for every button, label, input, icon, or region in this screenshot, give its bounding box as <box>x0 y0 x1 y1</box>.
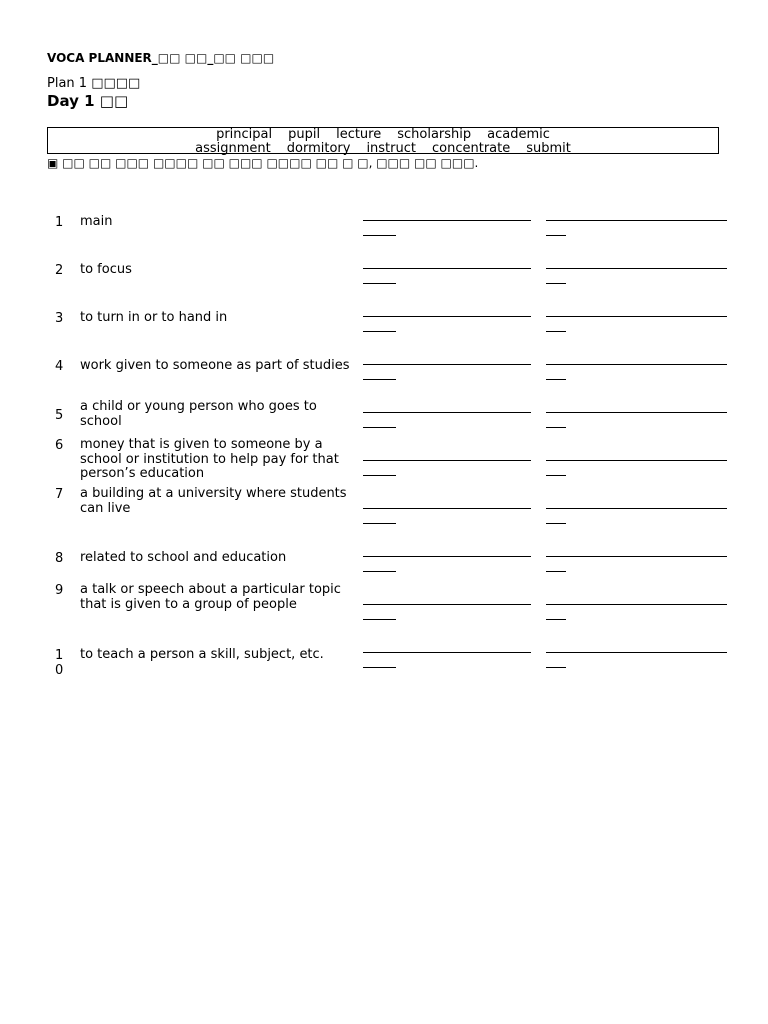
blank-underline <box>546 508 727 509</box>
word-bank-word: lecture <box>336 127 382 142</box>
question-number: 1 <box>55 215 64 230</box>
blank-underline <box>546 427 566 428</box>
blank-underline <box>363 427 396 428</box>
question-number: 4 <box>55 359 64 374</box>
blank-underline <box>546 475 566 476</box>
answer-blank-meaning[interactable] <box>363 460 531 476</box>
blank-underline <box>546 379 566 380</box>
question-number: 7 <box>55 487 64 502</box>
blank-underline <box>363 379 396 380</box>
blank-underline <box>363 508 531 509</box>
answer-blank-meaning[interactable] <box>363 412 531 428</box>
blank-underline <box>546 331 566 332</box>
blank-underline <box>363 316 531 317</box>
answer-blank-word[interactable] <box>546 652 727 668</box>
question-number: 3 <box>55 311 64 326</box>
blank-underline <box>546 364 727 365</box>
blank-underline <box>363 604 531 605</box>
answer-blank-word[interactable] <box>546 508 727 524</box>
answer-blank-word[interactable] <box>546 412 727 428</box>
blank-underline <box>363 331 396 332</box>
answer-blank-meaning[interactable] <box>363 220 531 236</box>
question-definition: a child or young person who goes to school <box>80 399 317 429</box>
blank-underline <box>546 316 727 317</box>
blank-underline <box>546 220 727 221</box>
answer-blank-meaning[interactable] <box>363 268 531 284</box>
blank-underline <box>363 556 531 557</box>
question-definition: to focus <box>80 262 132 277</box>
blank-underline <box>546 604 727 605</box>
blank-underline <box>546 571 566 572</box>
answer-blank-word[interactable] <box>546 268 727 284</box>
answer-blank-word[interactable] <box>546 460 727 476</box>
question-definition: a talk or speech about a particular topic that is given to a group of people <box>80 582 341 612</box>
blank-underline <box>546 412 727 413</box>
word-bank-word: dormitory <box>286 141 351 156</box>
question-number: 9 <box>55 583 64 598</box>
blank-underline <box>546 652 727 653</box>
blank-underline <box>363 667 396 668</box>
answer-blank-meaning[interactable] <box>363 364 531 380</box>
blank-underline <box>363 460 531 461</box>
word-bank-row-1 <box>48 128 718 142</box>
blank-underline <box>546 268 727 269</box>
day-label: Day 1 □□ <box>47 92 129 110</box>
blank-underline <box>363 619 396 620</box>
blank-underline <box>546 235 566 236</box>
question-number: 6 <box>55 438 64 453</box>
question-definition: a building at a university where students can live <box>80 486 347 516</box>
plan-label: Plan 1 □□□□ <box>47 76 141 91</box>
answer-blank-word[interactable] <box>546 220 727 236</box>
word-bank-word: concentrate <box>432 141 511 156</box>
blank-underline <box>363 523 396 524</box>
answer-blank-meaning[interactable] <box>363 604 531 620</box>
blank-underline <box>363 364 531 365</box>
question-number: 10 <box>55 648 64 678</box>
word-bank-word: principal <box>216 127 273 142</box>
blank-underline <box>363 235 396 236</box>
blank-underline <box>546 619 566 620</box>
word-bank-word: submit <box>526 141 571 156</box>
blank-underline <box>363 268 531 269</box>
blank-underline <box>363 412 531 413</box>
answer-blank-meaning[interactable] <box>363 652 531 668</box>
blank-underline <box>546 556 727 557</box>
instructions: ▣ □□ □□ □□□ □□□□ □□ □□□ □□□□ □□ □ □, □□□ □□ □□□. <box>47 156 479 170</box>
answer-blank-meaning[interactable] <box>363 556 531 572</box>
answer-blank-meaning[interactable] <box>363 316 531 332</box>
blank-underline <box>546 460 727 461</box>
worksheet-title: VOCA PLANNER_□□ □□_□□ □□□ <box>47 51 275 65</box>
question-definition: main <box>80 214 113 229</box>
word-bank-row-2 <box>48 142 718 156</box>
question-number: 2 <box>55 263 64 278</box>
blank-underline <box>363 283 396 284</box>
word-bank-word: academic <box>487 127 550 142</box>
word-bank-word: assignment <box>195 141 271 156</box>
blank-underline <box>363 652 531 653</box>
answer-blank-word[interactable] <box>546 604 727 620</box>
answer-blank-meaning[interactable] <box>363 508 531 524</box>
blank-underline <box>546 283 566 284</box>
answer-blank-word[interactable] <box>546 364 727 380</box>
question-definition: money that is given to someone by a school or institution to help pay for that person’s education <box>80 437 339 481</box>
word-bank-word: instruct <box>366 141 416 156</box>
word-bank-word: scholarship <box>397 127 472 142</box>
blank-underline <box>363 475 396 476</box>
question-number: 8 <box>55 551 64 566</box>
question-definition: to turn in or to hand in <box>80 310 228 325</box>
blank-underline <box>546 523 566 524</box>
blank-underline <box>363 571 396 572</box>
question-number: 5 <box>55 408 64 423</box>
answer-blank-word[interactable] <box>546 556 727 572</box>
word-bank <box>47 127 719 154</box>
word-bank-word: pupil <box>288 127 321 142</box>
answer-blank-word[interactable] <box>546 316 727 332</box>
question-definition: to teach a person a skill, subject, etc. <box>80 647 324 662</box>
blank-underline <box>363 220 531 221</box>
blank-underline <box>546 667 566 668</box>
question-definition: related to school and education <box>80 550 287 565</box>
question-definition: work given to someone as part of studies <box>80 358 350 373</box>
